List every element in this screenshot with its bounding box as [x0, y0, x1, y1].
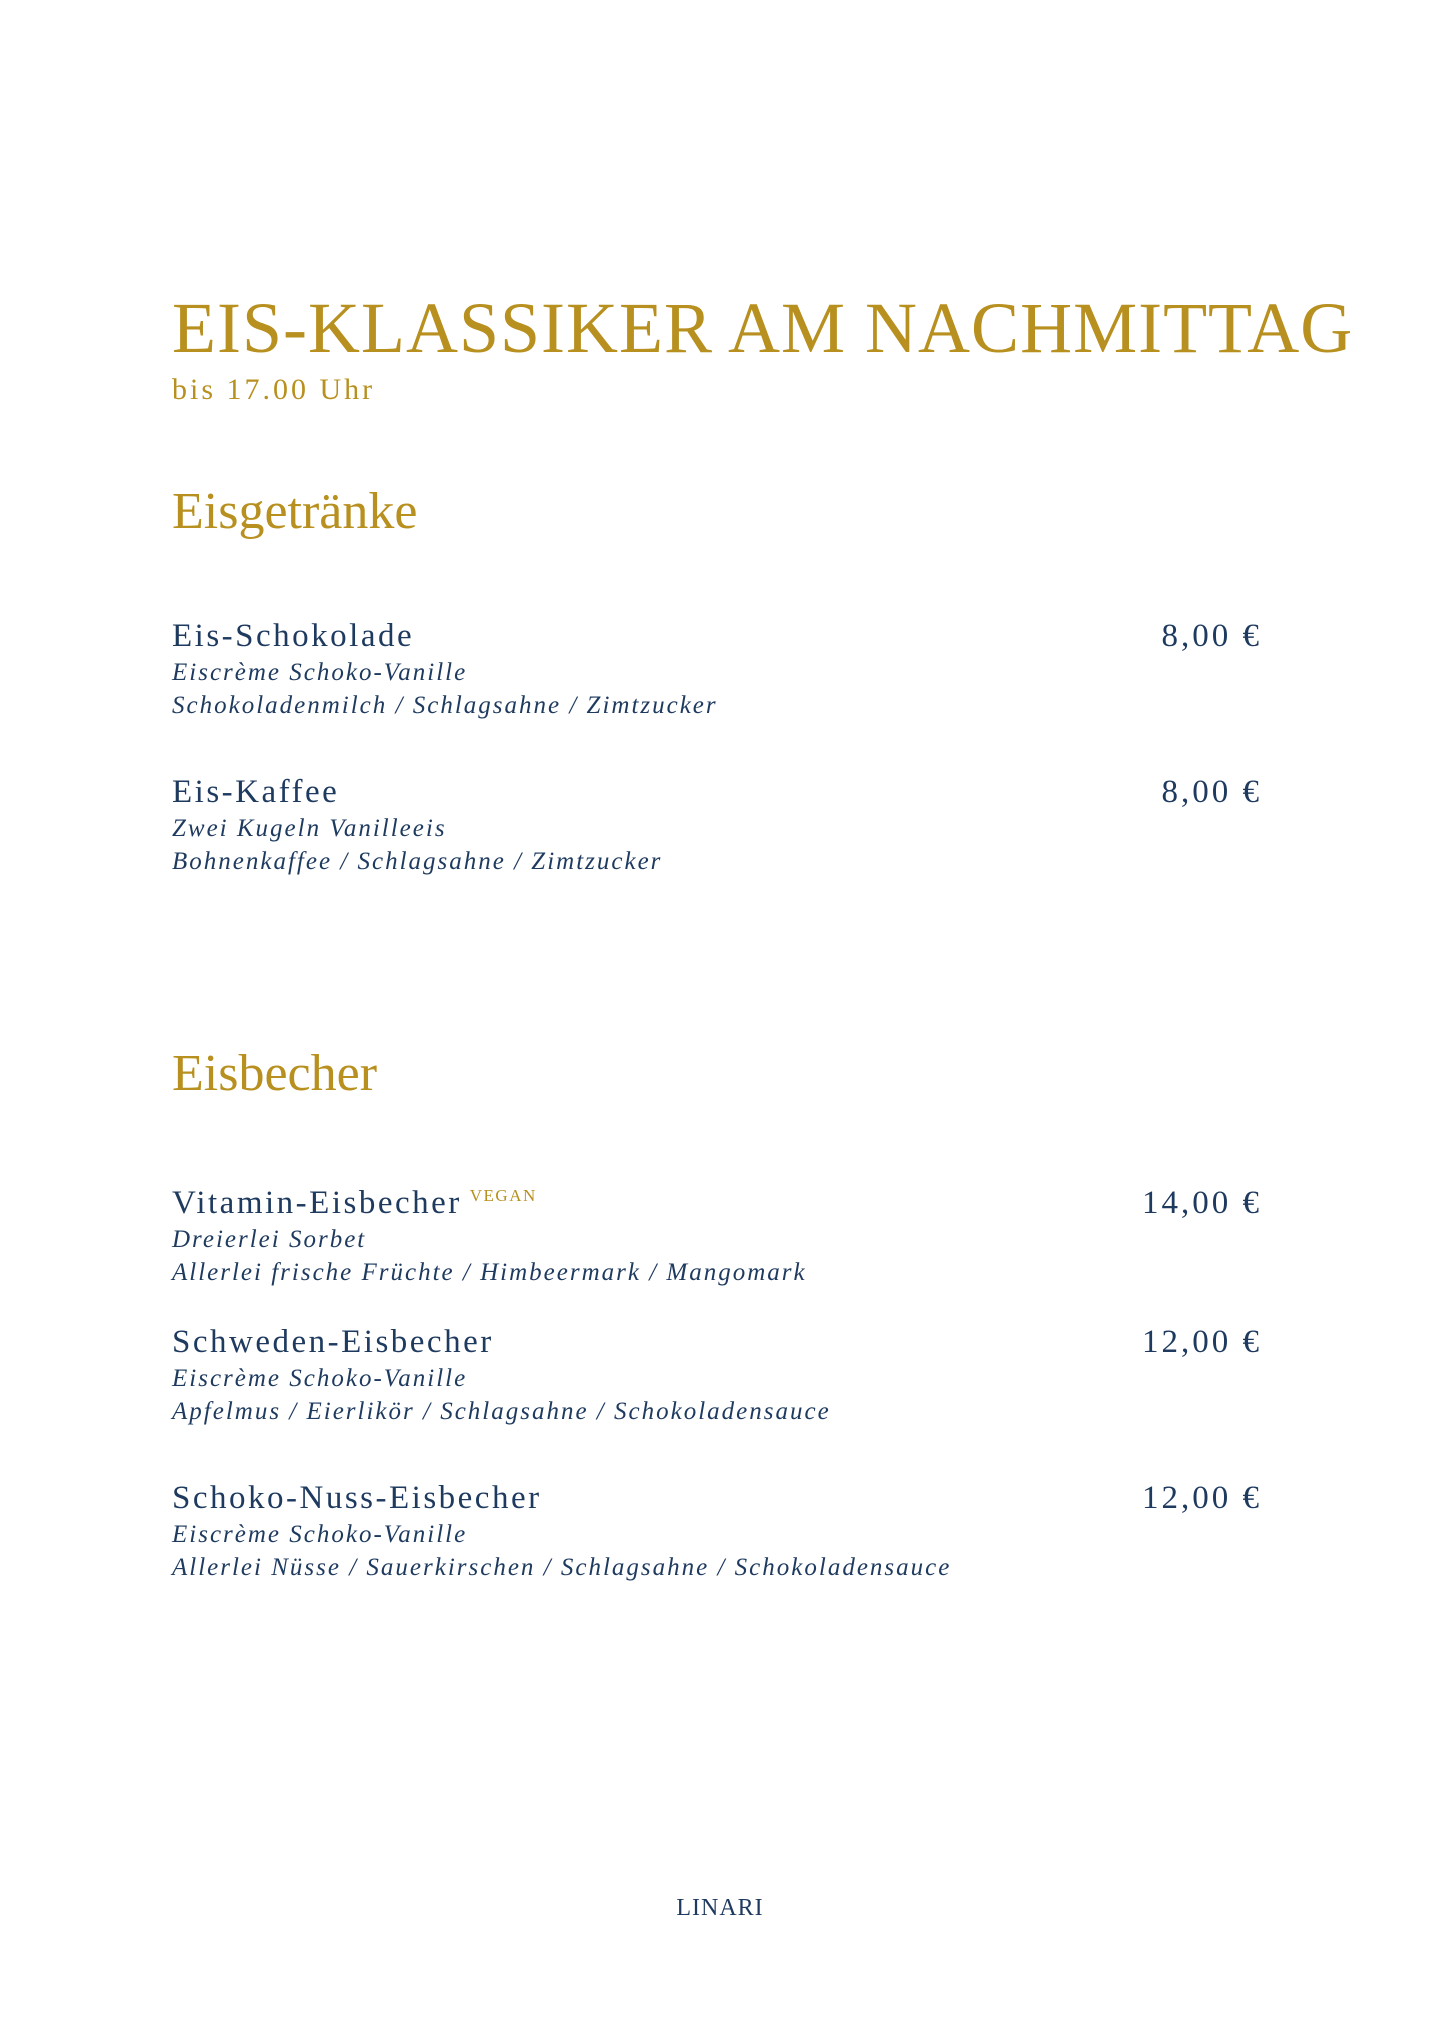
item-description: Allerlei Nüsse / Sauerkirschen / Schlagsahne / Schokoladensauce	[172, 1554, 952, 1581]
item-description: Bohnenkaffee / Schlagsahne / Zimtzucker	[172, 848, 663, 875]
menu-item-eis-kaffee	[172, 772, 1262, 878]
page-subtitle: bis 17.00 Uhr	[172, 373, 376, 406]
item-name: Eis-Schokolade	[172, 618, 415, 654]
item-price: 8,00 €	[1161, 774, 1262, 810]
item-description: Apfelmus / Eierlikör / Schlagsahne / Schokoladensauce	[172, 1398, 831, 1425]
item-description: Schokoladenmilch / Schlagsahne / Zimtzucker	[172, 692, 718, 719]
menu-item-vitamin-eisbecher	[172, 1176, 1262, 1289]
item-description: Dreierlei Sorbet	[172, 1226, 367, 1253]
item-description: Zwei Kugeln Vanilleeis	[172, 815, 447, 842]
item-description: Eiscrème Schoko-Vanille	[172, 1521, 468, 1548]
item-price: 12,00 €	[1142, 1324, 1262, 1360]
vegan-badge: VEGAN	[469, 1186, 537, 1205]
item-price: 14,00 €	[1142, 1185, 1262, 1221]
item-name	[172, 1176, 537, 1223]
page-title: EIS-KLASSIKER AM NACHMITTAG	[172, 288, 1354, 368]
menu-item-schweden-eisbecher	[172, 1322, 1262, 1428]
item-name: Schoko-Nuss-Eisbecher	[172, 1480, 542, 1516]
item-name: Schweden-Eisbecher	[172, 1324, 494, 1360]
item-price: 12,00 €	[1142, 1480, 1262, 1516]
section-heading-eisbecher: Eisbecher	[172, 1045, 378, 1102]
item-description: Allerlei frische Früchte / Himbeermark / Mangomark	[172, 1259, 807, 1286]
menu-item-schoko-nuss-eisbecher	[172, 1478, 1262, 1584]
footer-brand: LINARI	[676, 1895, 764, 1921]
menu-item-eis-schokolade	[172, 616, 1262, 722]
item-price: 8,00 €	[1161, 618, 1262, 654]
item-name-text: Vitamin-Eisbecher	[172, 1185, 462, 1221]
item-name: Eis-Kaffee	[172, 774, 340, 810]
item-description: Eiscrème Schoko-Vanille	[172, 659, 468, 686]
item-description: Eiscrème Schoko-Vanille	[172, 1365, 468, 1392]
section-heading-eisgetraenke: Eisgetränke	[172, 483, 418, 540]
